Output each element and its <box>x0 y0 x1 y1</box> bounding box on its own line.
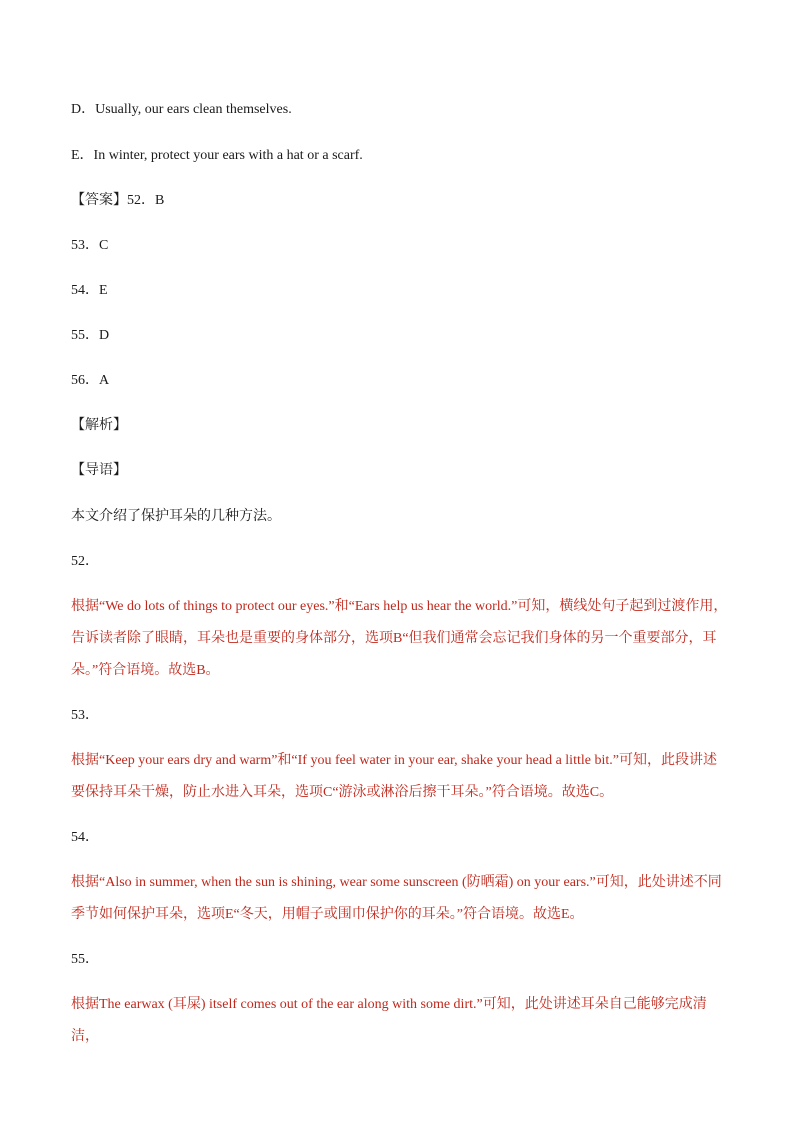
explanation-53 <box>71 745 731 809</box>
explanation-52-line-2: 告诉读者除了眼睛，耳朵也是重要的身体部分，选项B“但我们通常会忘记我们身体的另一个重要部分，耳 <box>71 631 717 646</box>
explanation-52 <box>71 591 731 687</box>
explanation-55-line-1: 根据The earwax (耳屎) itself comes out of the ear along with some dirt.”可知，此处讲述耳朵自己能够完成清洁， <box>71 997 707 1044</box>
explanation-number-55: 55． <box>71 952 99 967</box>
explanation-52-line-3: 朵。”符合语境。故选B。 <box>71 663 220 678</box>
answer-54: 54．E <box>71 283 108 298</box>
explanation-53-line-2: 要保持耳朵干燥，防止水进入耳朵，选项C“游泳或淋浴后擦干耳朵。”符合语境。故选C。 <box>71 785 614 800</box>
explanation-54 <box>71 867 731 931</box>
answer-53: 53．C <box>71 238 109 253</box>
explanation-53-line-1: 根据“Keep your ears dry and warm”和“If you feel water in your ear, shake your head a little bit.”可知，此段讲述 <box>71 753 717 768</box>
guide-heading: 【导语】 <box>71 463 127 478</box>
option-e: E．In winter, protect your ears with a hat or a scarf. <box>71 148 363 163</box>
explanation-number-54: 54． <box>71 830 99 845</box>
answer-55: 55．D <box>71 328 110 343</box>
option-d: D．Usually, our ears clean themselves. <box>71 102 292 117</box>
explanation-number-52: 52． <box>71 554 99 569</box>
analysis-heading: 【解析】 <box>71 418 127 433</box>
answer-52: 【答案】52．B <box>71 193 165 208</box>
explanation-number-53: 53． <box>71 708 99 723</box>
explanation-54-line-2: 季节如何保护耳朵，选项E“冬天，用帽子或围巾保护你的耳朵。”符合语境。故选E。 <box>71 907 584 922</box>
summary-text: 本文介绍了保护耳朵的几种方法。 <box>71 509 281 524</box>
explanation-55 <box>71 989 731 1053</box>
answer-56: 56．A <box>71 373 110 388</box>
explanation-52-line-1: 根据“We do lots of things to protect our eyes.”和“Ears help us hear the world.”可知，横线处句子起到过渡作用， <box>71 599 728 614</box>
explanation-54-line-1: 根据“Also in summer, when the sun is shining, wear some sunscreen (防晒霜) on your ears.”可知，此处讲述不同 <box>71 875 722 890</box>
